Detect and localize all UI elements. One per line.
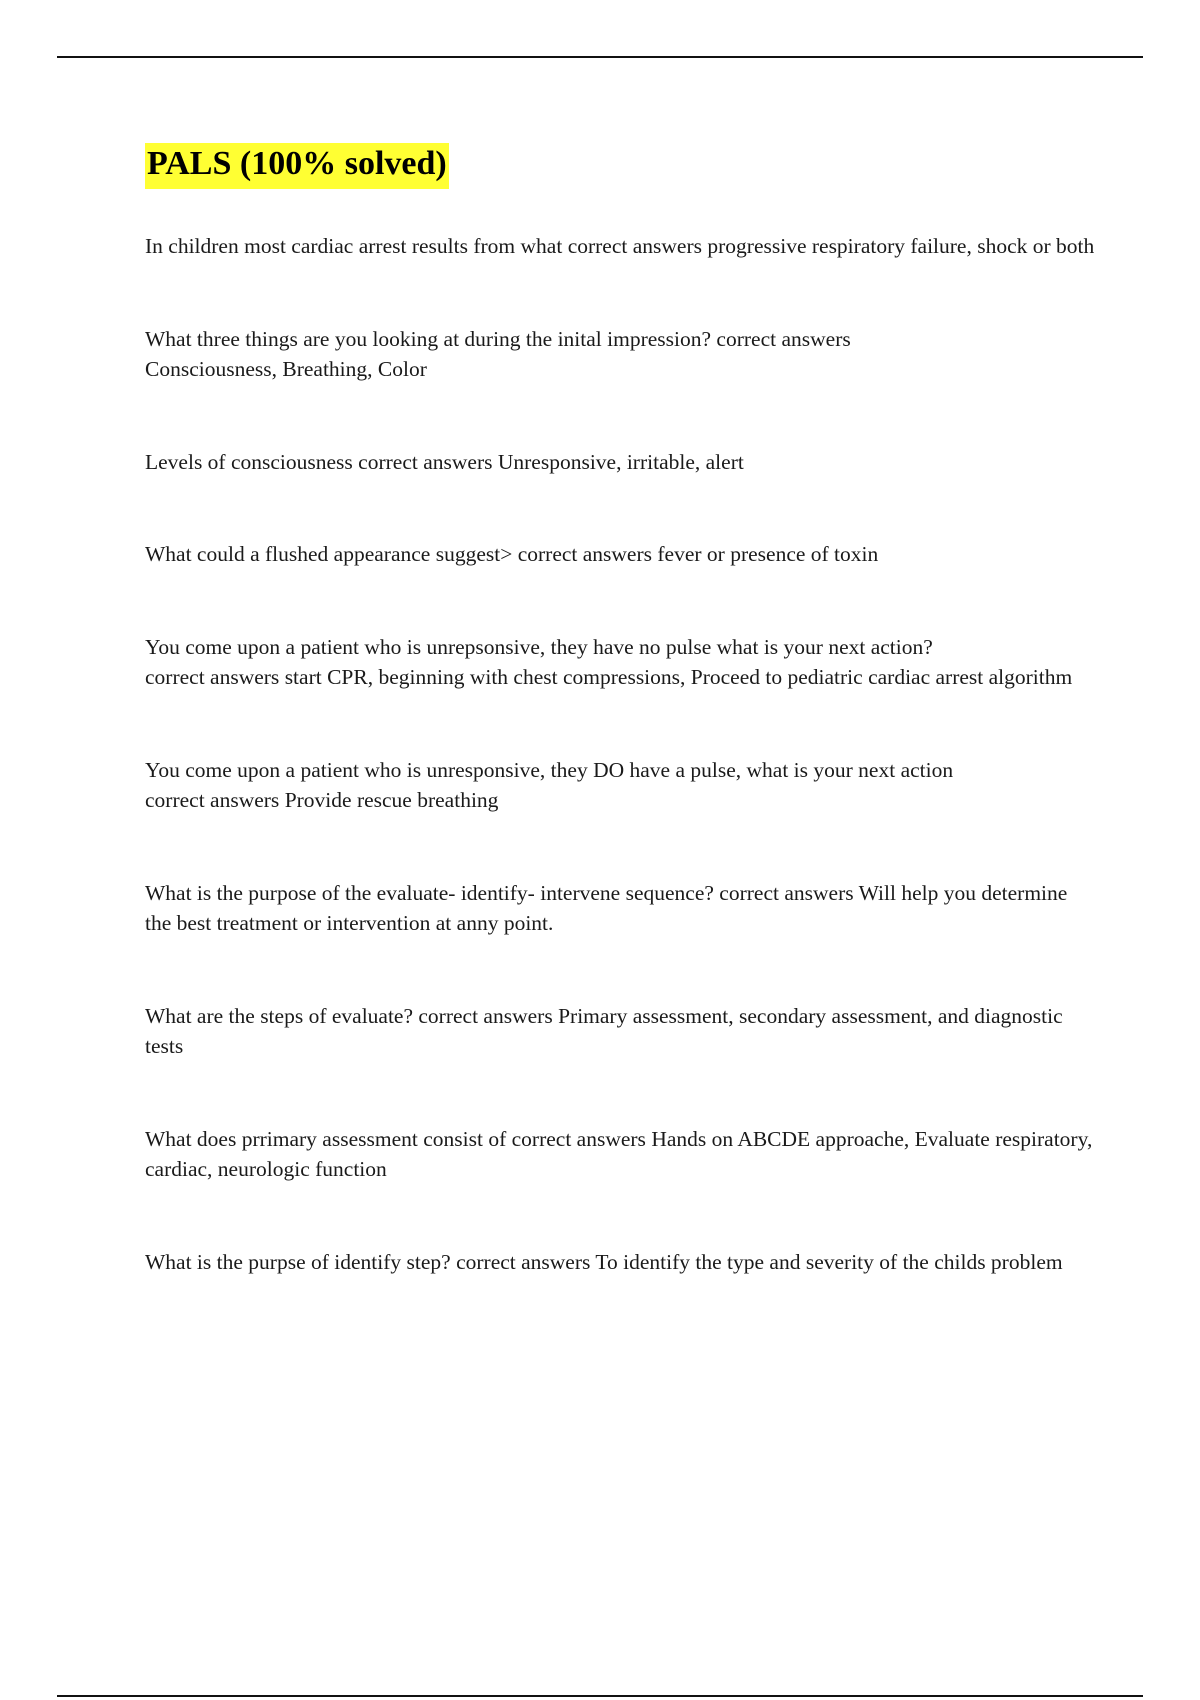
answer-separator: correct answers [456, 1249, 591, 1274]
question-text: What could a flushed appearance suggest> [145, 542, 513, 566]
qa-item-4 [145, 539, 1095, 570]
answer-separator: correct answers [145, 788, 280, 812]
answer-separator: correct answers [719, 880, 854, 905]
answer-text: Provide rescue breathing [284, 788, 499, 812]
qa-item-1 [145, 231, 1095, 262]
answer-text: Will help you determine the best treatment or intervention at anny point. [145, 880, 1068, 935]
top-rule [57, 56, 1143, 58]
answer-text: start CPR, beginning with chest compressions, Proceed to pediatric cardiac arrest algorithm [284, 665, 1073, 689]
answer-separator: correct answers [145, 665, 280, 689]
answer-text: To identify the type and severity of the childs problem [595, 1249, 1063, 1274]
bottom-rule [57, 1695, 1143, 1697]
qa-item-3 [145, 447, 1095, 478]
question-text: Levels of consciousness [145, 449, 353, 474]
answer-text: progressive respiratory failure, shock or both [707, 234, 1095, 258]
qa-item-9 [145, 1124, 1095, 1185]
qa-item-10 [145, 1247, 1095, 1278]
answer-separator: correct answers [418, 1003, 553, 1028]
qa-item-2 [145, 324, 1095, 385]
qa-item-6 [145, 755, 1095, 816]
answer-text: Primary assessment, secondary assessment, and diagnostic tests [145, 1003, 1063, 1058]
answer-text: Consciousness, Breathing, Color [145, 357, 427, 381]
qa-item-7 [145, 878, 1095, 939]
answer-text: Unresponsive, irritable, alert [497, 449, 744, 474]
answer-text: fever or presence of toxin [657, 542, 879, 566]
question-text: What is the purpose of the evaluate- identify- intervene sequence? [145, 880, 714, 905]
answer-separator: correct answers [517, 542, 653, 566]
answer-separator: correct answers [567, 234, 702, 258]
question-text: What is the purpse of identify step? [145, 1249, 451, 1274]
question-text: What three things are you looking at during the inital impression? [145, 326, 712, 351]
qa-item-8 [145, 1001, 1095, 1062]
answer-separator: correct answers [358, 449, 493, 474]
question-text: You come upon a patient who is unresponsive, they DO have a pulse, what is your next action [145, 757, 954, 782]
document-body [145, 143, 1095, 1339]
answer-separator: correct answers [511, 1126, 646, 1151]
question-text: What does prrimary assessment consist of [145, 1126, 507, 1151]
document-title: PALS (100% solved) [145, 143, 449, 189]
question-text: What are the steps of evaluate? [145, 1003, 414, 1028]
answer-text: Hands on ABCDE approache, Evaluate respiratory, cardiac, neurologic function [145, 1126, 1093, 1181]
qa-list [145, 231, 1095, 1277]
question-text: In children most cardiac arrest results from what [145, 234, 563, 258]
qa-item-5 [145, 632, 1095, 693]
question-text: You come upon a patient who is unrepsonsive, they have no pulse what is your next action? [145, 634, 933, 659]
answer-separator: correct answers [716, 326, 851, 351]
